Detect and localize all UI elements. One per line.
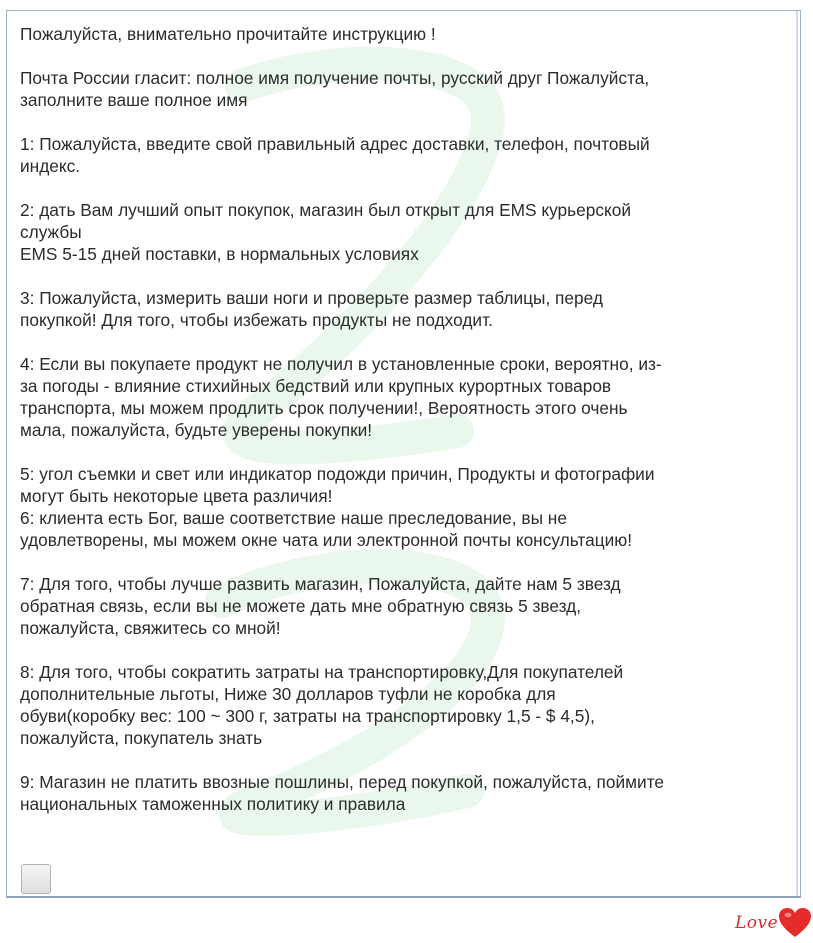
instruction-line: EMS 5-15 дней поставки, в нормальных условиях [20, 244, 419, 264]
instruction-paragraph [20, 67, 790, 111]
instruction-paragraph [20, 573, 790, 639]
love-text: Love [735, 913, 779, 933]
instruction-line: службы [20, 222, 82, 242]
instruction-line: Почта России гласит: полное имя получение почты, русский друг Пожалуйста, [20, 68, 650, 88]
panel-right-edge [796, 11, 798, 898]
instruction-line: Пожалуйста, внимательно прочитайте инструкцию ! [20, 24, 436, 44]
instruction-paragraph [20, 287, 790, 331]
instruction-line: транспорта, мы можем продлить срок получении!, Вероятность этого очень [20, 398, 628, 418]
instruction-line: 8: Для того, чтобы сократить затраты на транспортировку,Для покупателей [20, 662, 624, 682]
instruction-line: обратная связь, если вы не можете дать мне обратную связь 5 звезд, [20, 596, 582, 616]
instruction-line: удовлетворены, мы можем окне чата или электронной почты консультацию! [20, 530, 633, 550]
instruction-paragraph [20, 661, 790, 749]
instruction-line: заполните ваше полное имя [20, 90, 248, 110]
instruction-line: 6: клиента есть Бог, ваше соответствие наше преследование, вы не [20, 508, 567, 528]
instructions-text [20, 23, 790, 837]
instruction-paragraph [20, 199, 790, 265]
love-logo [735, 907, 813, 943]
instruction-line: дополнительные льготы, Ниже 30 долларов туфли не коробка для [20, 684, 556, 704]
instruction-line: 2: дать Вам лучший опыт покупок, магазин был открыт для EMS курьерской [20, 200, 632, 220]
instruction-line: национальных таможенных политику и правила [20, 794, 406, 814]
instruction-line: покупкой! Для того, чтобы избежать продукты не подходит. [20, 310, 493, 330]
instruction-line: 9: Магазин не платить ввозные пошлины, перед покупкой, пожалуйста, поймите [20, 772, 665, 792]
instruction-paragraph [20, 771, 790, 815]
instruction-line: 1: Пожалуйста, введите свой правильный адрес доставки, телефон, почтовый [20, 134, 650, 154]
instruction-line: мала, пожалуйста, будьте уверены покупки! [20, 420, 373, 440]
instruction-paragraph [20, 23, 790, 45]
checkbox[interactable] [21, 864, 51, 894]
instruction-line: пожалуйста, покупатель знать [20, 728, 263, 748]
instruction-line: 3: Пожалуйста, измерить ваши ноги и проверьте размер таблицы, перед [20, 288, 603, 308]
instruction-line: обуви(коробку вес: 100 ~ 300 г, затраты на транспортировку 1,5 - $ 4,5), [20, 706, 595, 726]
instruction-line: за погоды - влияние стихийных бедствий или крупных курортных товаров [20, 376, 612, 396]
instruction-line: 7: Для того, чтобы лучше развить магазин, Пожалуйста, дайте нам 5 звезд [20, 574, 621, 594]
instructions-panel [6, 10, 801, 898]
instruction-paragraph [20, 133, 790, 177]
instruction-paragraph [20, 353, 790, 441]
instruction-paragraph [20, 463, 790, 551]
instruction-line: пожалуйста, свяжитесь со мной! [20, 618, 281, 638]
instruction-line: индекс. [20, 156, 81, 176]
heart-icon [778, 907, 812, 939]
instruction-line: 5: угол съемки и свет или индикатор подожди причин, Продукты и фотографии [20, 464, 655, 484]
instruction-line: могут быть некоторые цвета различия! [20, 486, 333, 506]
instruction-line: 4: Если вы покупаете продукт не получил в установленные сроки, вероятно, из- [20, 354, 662, 374]
